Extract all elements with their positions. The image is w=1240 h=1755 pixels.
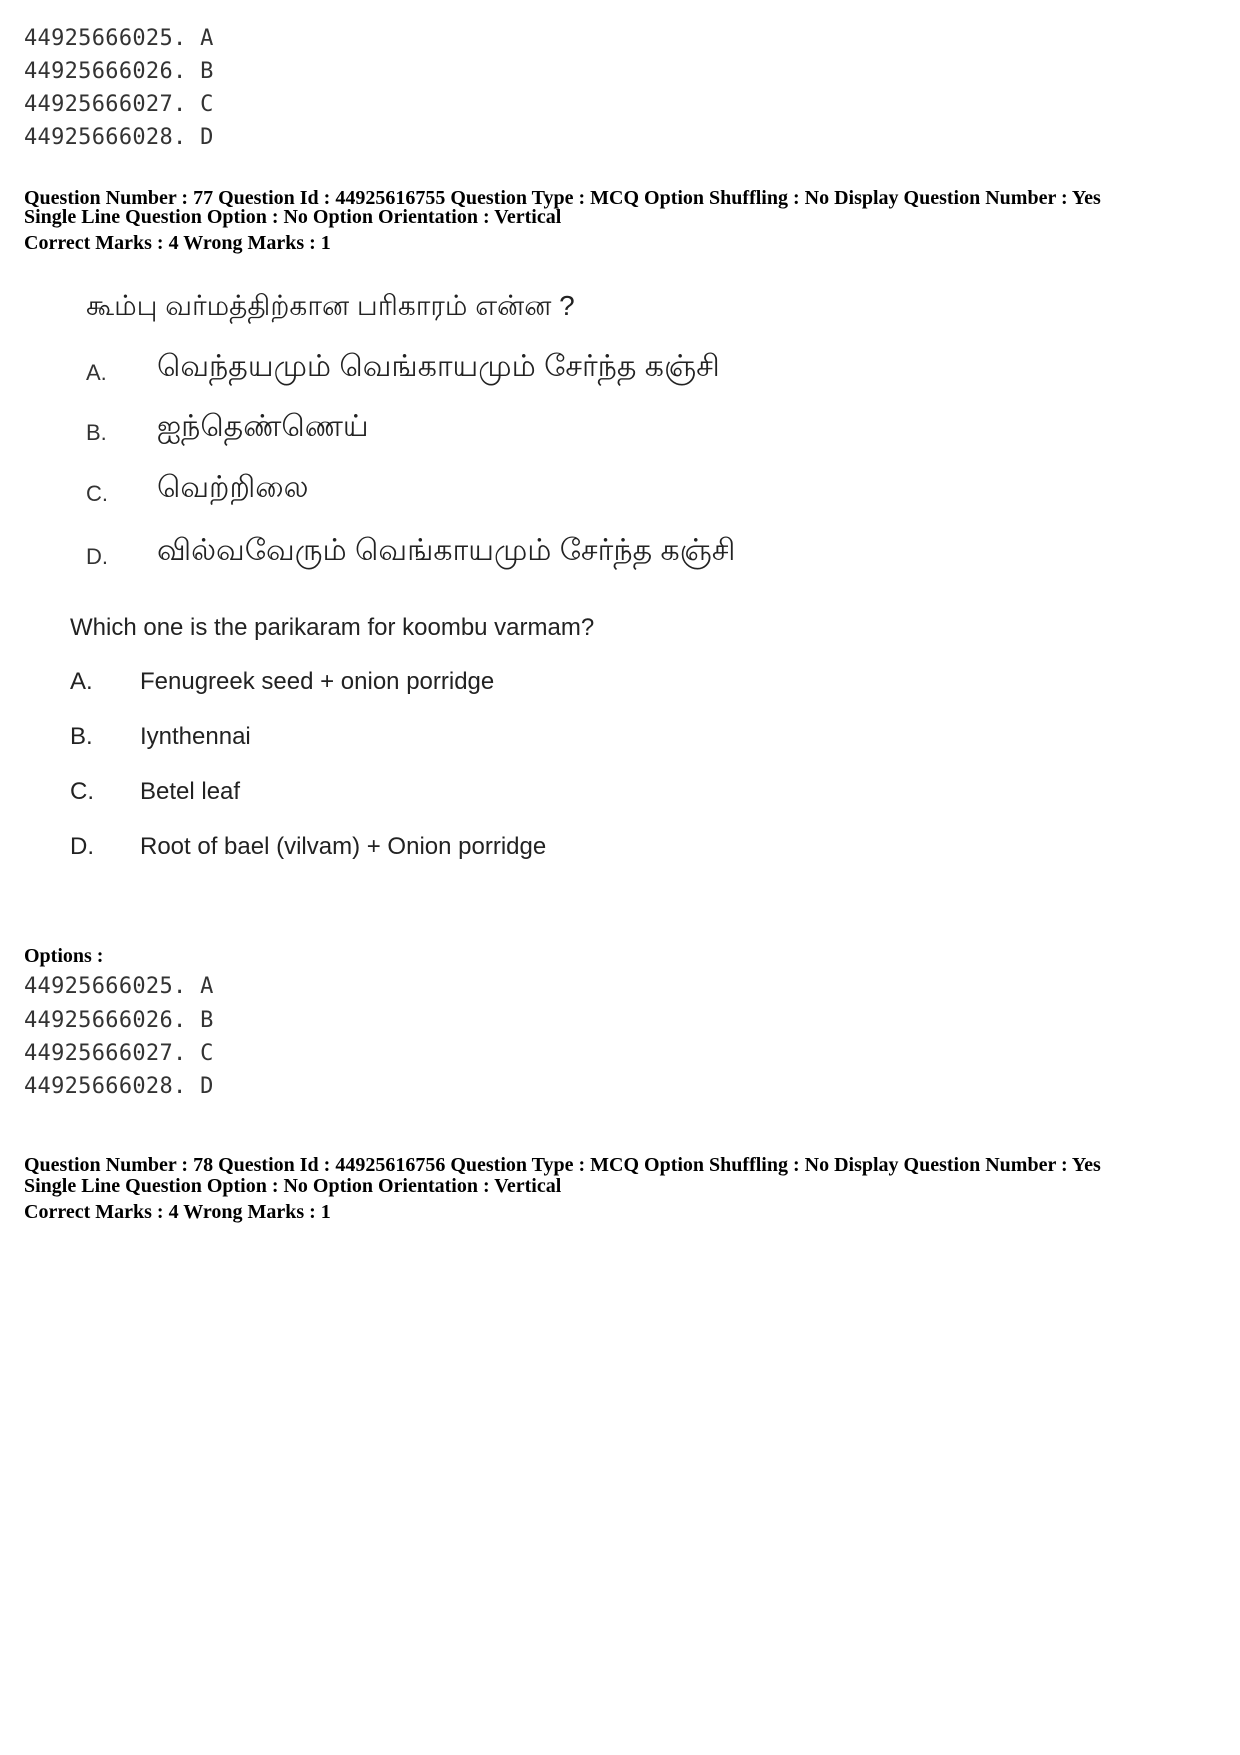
q78-header-line1: Question Number : 78 Question Id : 44925616756 Question Type : MCQ Option Shuffling : No Display Question Number : Yes [24, 1154, 1101, 1176]
q77-english-option-a-letter: A. [70, 668, 93, 695]
q77-english-option-c-text: Betel leaf [140, 778, 241, 805]
q77-english-option-d-text: Root of bael (vilvam) + Onion porridge [140, 833, 547, 860]
q77-english-question: Which one is the parikaram for koombu varmam? [70, 614, 595, 641]
q77-english-option-b-text: Iynthennai [140, 723, 251, 750]
q77-tamil-option-d-text: வில்வவேரும் வெங்காயமும் சேர்ந்த கஞ்சி [157, 534, 736, 567]
prev-option-c: 44925666027. C [24, 92, 214, 117]
q77-english-option-c-letter: C. [70, 778, 94, 805]
q77-option-d-id: 44925666028. D [24, 1074, 214, 1099]
q77-tamil-option-a-letter: A. [86, 360, 107, 385]
q77-tamil-option-a-text: வெந்தயமும் வெங்காயமும் சேர்ந்த கஞ்சி [157, 350, 720, 383]
prev-option-d: 44925666028. D [24, 125, 214, 150]
q77-english-option-a-text: Fenugreek seed + onion porridge [140, 668, 495, 695]
prev-option-b: 44925666026. B [24, 59, 214, 84]
q77-option-c-id: 44925666027. C [24, 1041, 214, 1066]
q77-tamil-question: கூம்பு வர்மத்திற்கான பரிகாரம் என்ன ? [86, 290, 575, 321]
q77-tamil-option-b-letter: B. [86, 420, 107, 445]
q77-header-line1: Question Number : 77 Question Id : 44925616755 Question Type : MCQ Option Shuffling : No Display Question Number : Yes [24, 187, 1101, 209]
q77-header-line2: Single Line Question Option : No Option Orientation : Vertical [24, 206, 562, 228]
q77-options-label: Options : [24, 945, 104, 967]
q77-option-b-id: 44925666026. B [24, 1008, 214, 1033]
q77-english-option-b-letter: B. [70, 723, 93, 750]
q78-marks: Correct Marks : 4 Wrong Marks : 1 [24, 1201, 331, 1223]
q77-marks: Correct Marks : 4 Wrong Marks : 1 [24, 232, 331, 254]
q77-english-option-d-letter: D. [70, 833, 94, 860]
q77-tamil-option-c-text: வெற்றிலை [157, 471, 309, 504]
q77-tamil-option-b-text: ஐந்தெண்ணெய் [157, 410, 369, 443]
q77-tamil-option-d-letter: D. [86, 544, 108, 569]
q77-option-a-id: 44925666025. A [24, 974, 214, 999]
q77-tamil-option-c-letter: C. [86, 481, 108, 506]
q78-header-line2: Single Line Question Option : No Option Orientation : Vertical [24, 1175, 562, 1197]
prev-option-a: 44925666025. A [24, 26, 214, 51]
